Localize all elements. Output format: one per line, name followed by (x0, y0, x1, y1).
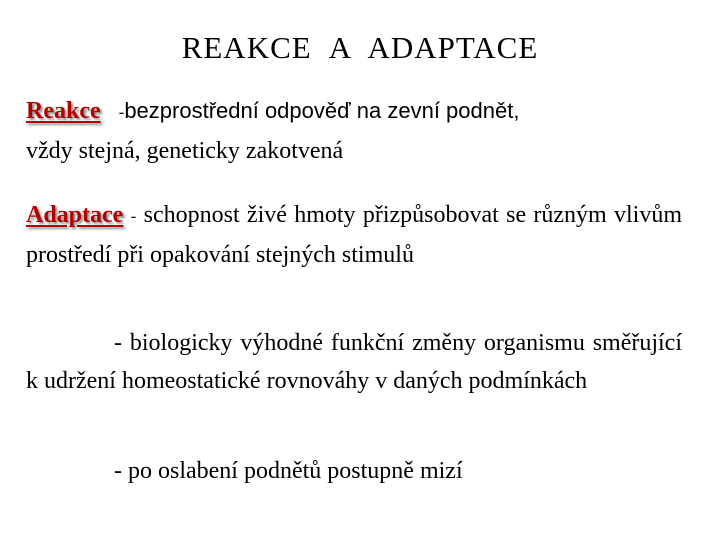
reakce-line-1 (26, 92, 682, 132)
reakce-definition (26, 92, 682, 170)
reakce-term: Reakce (26, 98, 101, 124)
reakce-definition-line-2: vždy stejná, geneticky zakotvená (26, 138, 344, 164)
slide-title: REAKCE A ADAPTACE (181, 30, 539, 65)
adaptace-dash: - (130, 207, 137, 226)
adaptace-point-2-text: - po oslabení podnětů postupně mizí (114, 458, 463, 484)
adaptace-term: Adaptace (26, 202, 124, 228)
reakce-dash: - (118, 103, 125, 122)
adaptace-definition (26, 196, 682, 274)
adaptace-point-2 (26, 452, 682, 490)
adaptace-point-1-text: - biologicky výhodné funkční změny organismu směřující k udržení homeostatické rovnováhy v daných podmínkách (26, 330, 682, 394)
adaptace-definition-text: schopnost živé hmoty přizpůsobovat se různým vlivům prostředí při opakování stejných stimulů (26, 202, 683, 268)
reakce-definition-line-1: bezprostřední odpověď na zevní podnět, (124, 98, 520, 123)
adaptace-point-1 (26, 324, 682, 400)
